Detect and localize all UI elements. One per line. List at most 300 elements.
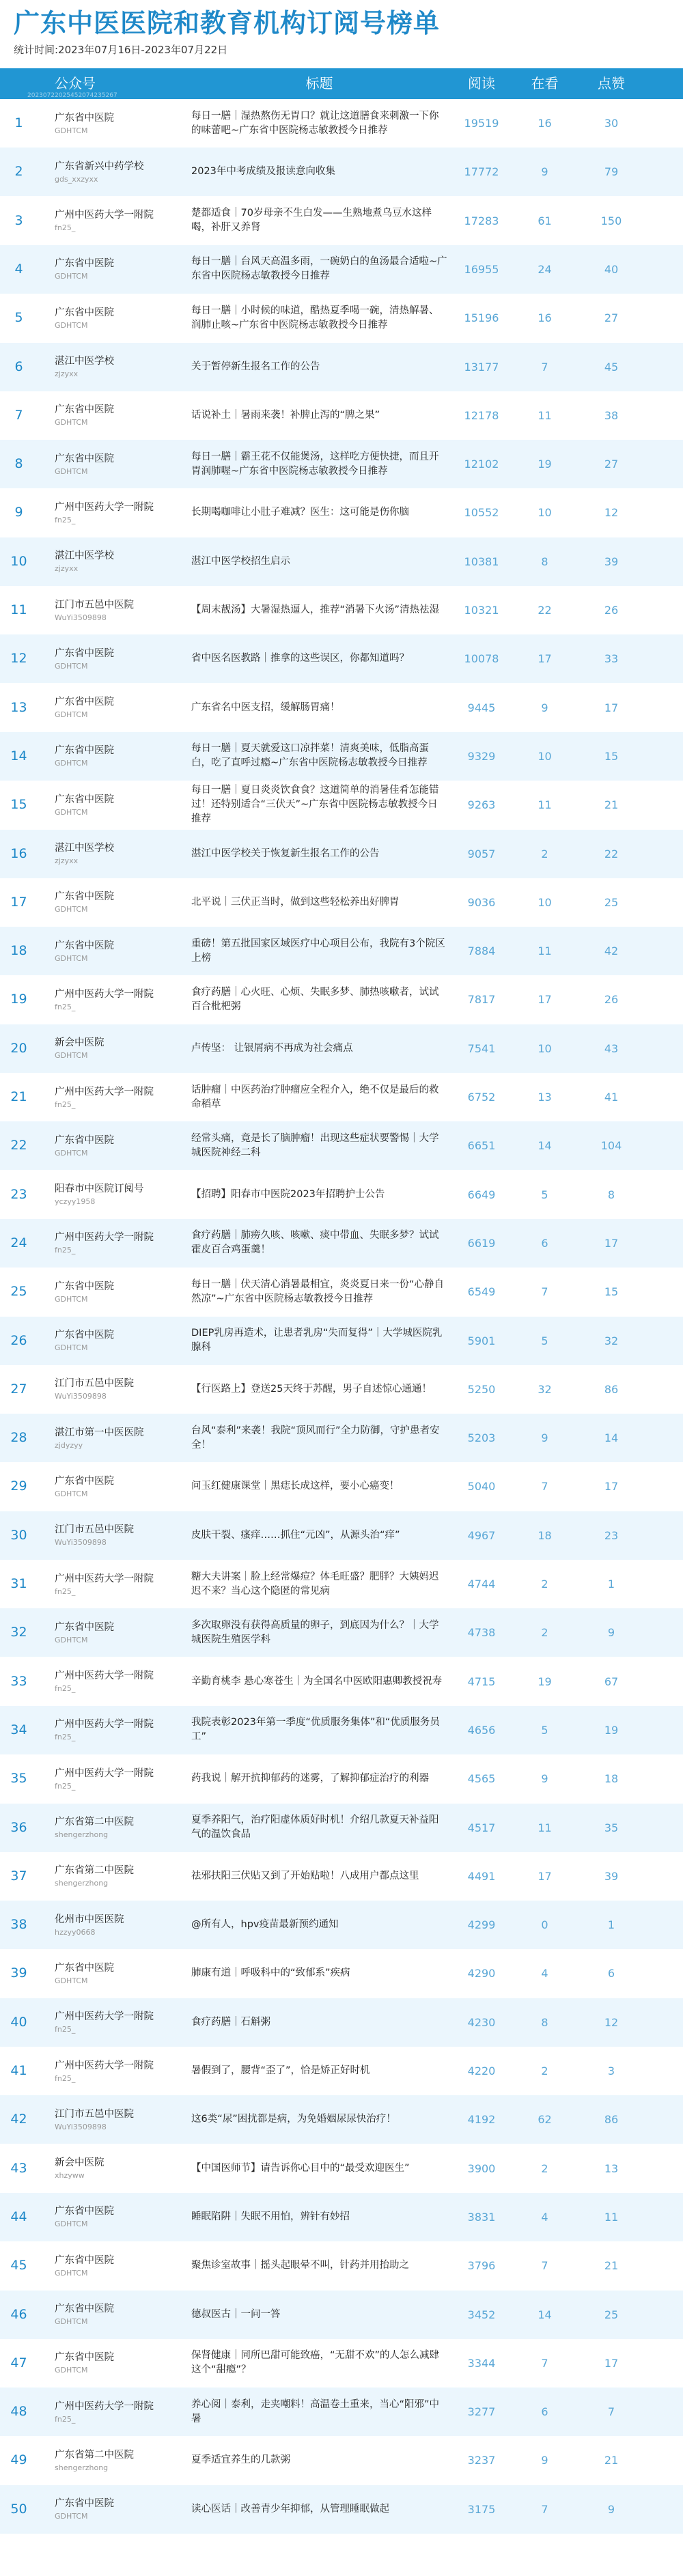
table-row[interactable] [0,1949,683,1998]
article-title-link[interactable]: 楚都适食｜70岁母亲不生白发——生熟地煮乌豆水这样喝，补肝又养肾 [191,208,432,234]
table-row[interactable] [0,1706,683,1754]
article-title-link[interactable]: 保肾健康｜同所巴甜可能致癌，“无甜不欢”的人怎么减肆这个“甜瘾”？ [191,2350,440,2376]
account-name: 广东省中医院 [55,1134,114,1146]
account-name: 江门市五邑中医院 [55,1378,134,1390]
article-title-link[interactable]: 糖大夫讲案｜脸上经常爆痘？体毛旺盛？肥胖？大姨妈迟迟不来？当心这个隐匿的常见病 [191,1571,439,1597]
account-id: fn25_ [55,223,76,233]
article-title-link[interactable]: 肺康有道｜呼吸科中的“致郁系”疾病 [191,1968,350,1979]
reads-value: 17283 [464,214,499,227]
account-name: 广东省中医院 [55,940,114,951]
account-id: GDHTCM [55,1635,88,1644]
article-title-cell[interactable] [191,2485,447,2534]
account-cell[interactable] [55,781,181,829]
article-title-cell[interactable] [191,1121,447,1170]
article-title-link[interactable]: 【周末靓汤】大暑湿热逼人，推荐“消暑下火汤”清热祛湿 [191,604,440,615]
account-id: GDHTCM [55,2268,88,2278]
likes-value: 27 [604,458,619,471]
article-title-link[interactable]: 聚焦诊室故事｜摇头起眼晕不叫，针药并用抬助之 [191,2260,409,2271]
account-cell[interactable] [55,1365,181,1414]
account-name: 广州中医药大学一附院 [55,1670,154,1682]
account-id: zjdyzyy [55,1440,83,1450]
article-title-cell[interactable] [191,2241,447,2290]
article-title-link[interactable]: 每日一膳｜夏日炎炎饮食食？这道简单的消暑佳肴怎能错过！还特别适合“三伏天”~广东省中医院杨志敏教授今日推荐 [191,785,439,825]
reads-value: 13177 [464,360,499,374]
account-name: 新会中医院 [55,1037,104,1049]
account-id: zjzyxx [55,564,79,574]
table-row[interactable] [0,148,683,196]
article-title-link[interactable]: 湛江中医学校关于恢复新生报名工作的公告 [191,848,380,859]
account-cell[interactable] [55,2291,181,2339]
article-title-cell[interactable] [191,1073,447,1121]
article-title-link[interactable]: 每日一膳｜夏天就爱这口凉拌菜！清爽美味，低脂高蛋白，吃了直呼过瘾~广东省中医院杨志敏教授今日推荐 [191,743,429,769]
looking-value: 10 [538,1041,552,1055]
table-row[interactable] [0,1608,683,1657]
article-title-link[interactable]: 【行医路上】登送25天终于苏醒，男子自述惊心通通！ [191,1383,432,1395]
looking-value: 19 [538,1675,552,1688]
article-title-link[interactable]: DIEP乳房再造术，让患者乳房“失而复得”｜大学城医院乳腺科 [191,1328,443,1353]
account-id: GDHTCM [55,2366,88,2375]
account-cell[interactable] [55,99,181,148]
article-title-cell[interactable] [191,1511,447,1560]
looking-value: 4 [541,1967,548,1980]
likes-value: 13 [604,2161,619,2175]
table-row[interactable] [0,2095,683,2144]
reads-value: 5250 [467,1382,496,1396]
account-id: GDHTCM [55,320,88,330]
table-row[interactable] [0,2485,683,2534]
account-name: 广东省中医院 [55,1280,114,1292]
rank-number: 20 [10,1040,27,1056]
account-id: fn25_ [55,1002,76,1011]
article-title-cell[interactable] [191,245,447,294]
account-name: 广州中医药大学一附院 [55,1767,154,1779]
reads-value: 3831 [467,2210,496,2224]
table-row[interactable] [0,1317,683,1365]
article-title-link[interactable]: 暑假到了，腰背“歪了”，恰是矫正好时机 [191,2065,370,2076]
article-title-link[interactable]: 每日一膳｜霸王花不仅能煲汤，这样吃方便快捷，而且开胃润肺喔~广东省中医院杨志敏教授今日推荐 [191,451,439,477]
account-name: 湛江市第一中医医院 [55,1427,144,1438]
article-title-link[interactable]: 台风“泰利”来袭！我院“顶风而行”全力防御，守护患者安全！ [191,1425,440,1451]
looking-value: 11 [538,1821,552,1834]
table-row[interactable] [0,1657,683,1706]
article-title-cell[interactable] [191,1268,447,1316]
account-name: 广东省中医院 [55,697,114,708]
article-title-link[interactable]: 湛江中医学校招生启示 [191,555,290,567]
account-id: GDHTCM [55,953,88,963]
account-cell[interactable] [55,2047,181,2095]
rank-number: 19 [10,992,27,1007]
article-title-link[interactable]: 夏季适宜养生的几款粥 [191,2454,290,2466]
article-title-cell[interactable] [191,830,447,878]
article-title-cell[interactable] [191,1024,447,1073]
table-row[interactable] [0,1998,683,2047]
article-title-cell[interactable] [191,1852,447,1901]
article-title-link[interactable]: 祛邪扶阳三伏贴又到了开始贴啦！八成用户都点这里 [191,1870,419,1881]
account-cell[interactable] [55,1852,181,1901]
table-row[interactable] [0,391,683,440]
account-cell[interactable] [55,586,181,634]
likes-value: 7 [607,2405,615,2419]
reads-value: 7817 [467,993,496,1007]
table-row[interactable] [0,927,683,975]
article-title-link[interactable]: 2023年中考成绩及报读意向收集 [191,166,335,178]
account-cell[interactable] [55,1268,181,1316]
article-title-cell[interactable] [191,1949,447,1998]
article-title-link[interactable]: 每日一膳｜小时候的味道，酷热夏季喝一碗，清热解暑、润肺止咳~广东省中医院杨志敏教授今日推荐 [191,305,439,331]
article-title-cell[interactable] [191,2291,447,2339]
account-id: GDHTCM [55,807,88,817]
reads-value: 3175 [467,2502,496,2516]
account-cell[interactable] [55,197,181,245]
account-cell[interactable] [55,343,181,391]
article-title-link[interactable]: 关于暂停新生报名工作的公告 [191,361,320,372]
account-cell[interactable] [55,537,181,586]
account-id: zjzyxx [55,856,79,865]
rank-number: 34 [10,1722,27,1737]
article-title-cell[interactable] [191,1754,447,1803]
reads-value: 4220 [467,2064,496,2077]
table-row[interactable] [0,1462,683,1511]
article-title-cell[interactable] [191,488,447,537]
account-cell[interactable] [55,1657,181,1706]
reads-value: 9036 [467,895,496,909]
article-title-link[interactable]: 皮肤干裂、瘙痒……抓住“元凶”，从源头治“痒” [191,1529,400,1541]
likes-value: 79 [604,165,619,179]
article-title-cell[interactable] [191,1901,447,1949]
account-cell[interactable] [55,1754,181,1803]
article-title-link[interactable]: 话肿瘤｜中医药治疗肿瘤应全程介入，绝不仅是最后的救命稻草 [191,1084,439,1110]
table-row[interactable] [0,99,683,148]
article-title-cell[interactable] [191,1608,447,1657]
table-row[interactable] [0,975,683,1024]
account-name: 广东省中医院 [55,307,114,318]
account-id: fn25_ [55,1733,76,1742]
account-cell[interactable] [55,1024,181,1073]
table-row[interactable] [0,1219,683,1268]
account-id: GDHTCM [55,1343,88,1352]
table-row[interactable] [0,1171,683,1219]
table-row[interactable] [0,294,683,342]
article-title-cell[interactable] [191,634,447,683]
account-cell[interactable] [55,1511,181,1560]
account-cell[interactable] [55,1414,181,1462]
account-name: 广州中医药大学一附院 [55,210,154,221]
account-cell[interactable] [55,294,181,342]
article-title-link[interactable]: 辛勤育桃李 悬心寒苍生｜为全国名中医欧阳惠卿教授祝寿 [191,1675,443,1687]
article-title-cell[interactable] [191,197,447,245]
rank-number: 24 [10,1235,27,1250]
article-title-link[interactable]: 省中医名医教路｜推拿的这些误区，你都知道吗？ [191,653,409,664]
article-title-cell[interactable] [191,684,447,732]
table-row[interactable] [0,1852,683,1901]
article-title-link[interactable]: 夏季养阳气，治疗阳虚体质好时机！介绍几款夏天补益阳气的温饮食品 [191,1815,439,1840]
header-account: 公众号 [55,75,96,92]
account-cell[interactable] [55,1171,181,1219]
account-id: GDHTCM [55,272,88,281]
article-title-link[interactable]: 长期喝咖啡让小肚子难减？医生：这可能是伤你脑 [191,507,409,518]
account-name: 广东省新兴中药学校 [55,160,144,172]
table-row[interactable] [0,343,683,391]
account-cell[interactable] [55,391,181,440]
article-title-cell[interactable] [191,99,447,148]
article-title-link[interactable]: 我院表彰2023年第一季度“优质服务集体”和“优质服务员工” [191,1717,440,1743]
article-title-cell[interactable] [191,1317,447,1365]
article-title-cell[interactable] [191,1657,447,1706]
looking-value: 6 [541,2405,548,2419]
reads-value: 4299 [467,1918,496,1932]
account-cell[interactable] [55,2388,181,2436]
likes-value: 39 [604,1869,619,1883]
article-title-cell[interactable] [191,781,447,829]
table-row[interactable] [0,197,683,245]
table-row[interactable] [0,2241,683,2290]
table-row[interactable] [0,440,683,488]
table-row[interactable] [0,2388,683,2436]
looking-value: 19 [538,458,552,471]
article-title-cell[interactable] [191,2047,447,2095]
article-title-link[interactable]: 食疗药膳｜肺痨久咳、咳嗽、痰中带血、失眠多梦？试试霍皮百合鸡蛋羹！ [191,1230,439,1256]
looking-value: 9 [541,701,548,714]
account-cell[interactable] [55,2485,181,2534]
page-header [0,0,683,58]
article-title-cell[interactable] [191,1219,447,1268]
account-name: 广东省中医院 [55,1475,114,1487]
account-name: 广州中医药大学一附院 [55,2011,154,2023]
table-row[interactable] [0,2047,683,2095]
table-row[interactable] [0,830,683,878]
looking-value: 4 [541,2210,548,2224]
looking-value: 17 [538,993,552,1007]
account-cell[interactable] [55,148,181,196]
reads-value: 3344 [467,2356,496,2370]
account-cell[interactable] [55,2144,181,2193]
account-cell[interactable] [55,975,181,1024]
article-title-link[interactable]: 食疗药膳｜心火旺、心烦、失眠多梦、肺热咳嗽者，试试百合枇杷粥 [191,986,439,1012]
account-id: shengerzhong [55,1830,109,1839]
account-cell[interactable] [55,634,181,683]
article-title-cell[interactable] [191,732,447,781]
article-title-cell[interactable] [191,975,447,1024]
article-title-link[interactable]: 每日一膳｜伏天清心消暑最相宜，炎炎夏日来一份“心静自然凉”~广东省中医院杨志敏教授今日推荐 [191,1278,445,1304]
article-title-cell[interactable] [191,878,447,927]
reads-value: 17772 [464,165,499,179]
article-title-link[interactable]: 重磅！第五批国家区域医疗中心项目公布，我院有3个院区上榜 [191,938,445,964]
article-title-cell[interactable] [191,1365,447,1414]
rank-number: 28 [10,1430,27,1446]
looking-value: 16 [538,311,552,325]
table-row[interactable] [0,1268,683,1316]
account-cell[interactable] [55,1121,181,1170]
reads-value: 4738 [467,1626,496,1640]
table-row[interactable] [0,878,683,927]
table-row[interactable] [0,1560,683,1608]
table-row[interactable] [0,2193,683,2241]
article-title-link[interactable]: 多次取卵没有获得高质量的卵子，到底因为什么？｜大学城医院生殖医学科 [191,1619,439,1645]
reads-value: 3900 [467,2161,496,2175]
looking-value: 9 [541,165,548,179]
article-title-cell[interactable] [191,1804,447,1852]
rank-number: 37 [10,1868,27,1884]
article-title-link[interactable]: 读心医话｜改善青少年抑郁，从管理睡眠做起 [191,2503,389,2515]
looking-value: 5 [541,1723,548,1737]
table-row[interactable] [0,537,683,586]
likes-value: 6 [607,1967,615,1980]
account-cell[interactable] [55,245,181,294]
article-title-link[interactable]: 这6类“尿”困扰都是病，为免婚姻尿尿快治疗！ [191,2114,396,2125]
looking-value: 7 [541,1285,548,1299]
rank-number: 33 [10,1673,27,1689]
article-title-link[interactable]: 食疗药膳｜石斛粥 [191,2016,270,2028]
table-row[interactable] [0,1511,683,1560]
rank-number: 36 [10,1819,27,1835]
account-name: 广州中医药大学一附院 [55,2400,154,2412]
article-title-cell[interactable] [191,1171,447,1219]
article-title-cell[interactable] [191,343,447,391]
account-id: GDHTCM [55,1051,88,1061]
account-cell[interactable] [55,732,181,781]
article-title-cell[interactable] [191,1462,447,1511]
rank-number: 23 [10,1186,27,1202]
rank-number: 8 [14,456,23,472]
reads-value: 4967 [467,1528,496,1542]
table-row[interactable] [0,1365,683,1414]
table-row[interactable] [0,488,683,537]
article-title-link[interactable]: 睡眠陷阱｜失眠不用怕，辨针有妙招 [191,2211,350,2222]
table-row[interactable] [0,1073,683,1121]
article-title-link[interactable]: @所有人，hpv疫苗最新预约通知 [191,1919,339,1931]
account-id: shengerzhong [55,1879,109,1888]
article-title-link[interactable]: 话说补土｜暑雨来袭！补脾止泻的“脾之果” [191,409,380,421]
account-cell[interactable] [55,830,181,878]
article-title-cell[interactable] [191,537,447,586]
account-cell[interactable] [55,440,181,488]
article-title-link[interactable]: 广东省名中医支招，缓解肠胃痛！ [191,701,340,713]
account-cell[interactable] [55,1219,181,1268]
account-id: GDHTCM [55,2317,88,2326]
account-cell[interactable] [55,1949,181,1998]
account-name: 湛江中医学校 [55,356,114,367]
account-name: 广东省中医院 [55,2254,114,2266]
article-title-link[interactable]: 药我说｜解开抗抑郁药的迷雾，了解抑郁症治疗的利器 [191,1773,429,1784]
account-cell[interactable] [55,1608,181,1657]
article-title-cell[interactable] [191,2388,447,2436]
reads-value: 10321 [464,604,499,617]
likes-value: 33 [604,652,619,666]
article-title-cell[interactable] [191,294,447,342]
table-row[interactable] [0,2436,683,2484]
article-title-cell[interactable] [191,586,447,634]
article-title-link[interactable]: 经常头痛，竟是长了脑肿瘤！出现这些症状要警惕｜大学城医院神经二科 [191,1132,439,1158]
account-cell[interactable] [55,1706,181,1754]
rank-number: 40 [10,2014,27,2030]
account-cell[interactable] [55,2436,181,2484]
account-cell[interactable] [55,684,181,732]
table-row[interactable] [0,1024,683,1073]
account-cell[interactable] [55,1901,181,1949]
article-title-cell[interactable] [191,148,447,196]
account-cell[interactable] [55,2241,181,2290]
article-title-cell[interactable] [191,2436,447,2484]
likes-value: 42 [604,944,619,958]
article-title-link[interactable]: 北平说｜三伏正当时，做到这些轻松养出好脾胃 [191,896,400,908]
looking-value: 11 [538,944,552,958]
article-title-cell[interactable] [191,1414,447,1462]
table-row[interactable] [0,732,683,781]
rank-number: 12 [10,651,27,667]
account-cell[interactable] [55,878,181,927]
account-cell[interactable] [55,1462,181,1511]
table-row[interactable] [0,245,683,294]
account-cell[interactable] [55,1073,181,1121]
table-row[interactable] [0,684,683,732]
likes-value: 25 [604,2308,619,2321]
account-cell[interactable] [55,1804,181,1852]
article-title-cell[interactable] [191,2095,447,2144]
account-cell[interactable] [55,2193,181,2241]
account-cell[interactable] [55,1560,181,1608]
likes-value: 17 [604,1480,619,1494]
article-title-link[interactable]: 【招聘】阳春市中医院2023年招聘护士公告 [191,1188,385,1200]
article-title-cell[interactable] [191,440,447,488]
article-title-cell[interactable] [191,1998,447,2047]
article-title-link[interactable]: 【中国医师节】请告诉你心目中的“最受欢迎医生” [191,2162,410,2174]
article-title-cell[interactable] [191,2144,447,2193]
article-title-cell[interactable] [191,2339,447,2388]
article-title-cell[interactable] [191,927,447,975]
table-row[interactable] [0,2291,683,2339]
account-cell[interactable] [55,2095,181,2144]
account-cell[interactable] [55,488,181,537]
account-id: gds_xxzyxx [55,174,98,184]
article-title-cell[interactable] [191,391,447,440]
table-header [0,68,683,99]
likes-value: 1 [607,1918,615,1932]
rank-number: 35 [10,1771,27,1787]
table-row[interactable] [0,1901,683,1949]
table-row[interactable] [0,634,683,683]
account-cell[interactable] [55,927,181,975]
article-title-cell[interactable] [191,2193,447,2241]
article-title-link[interactable]: 德叔医古｜一问一答 [191,2308,281,2320]
reads-value: 12178 [464,408,499,422]
table-row[interactable] [0,586,683,634]
article-title-link[interactable]: 每日一膳｜台风天高温多雨，一碗奶白的鱼汤最合适啦~广东省中医院杨志敏教授今日推荐 [191,256,447,282]
table-row[interactable] [0,2144,683,2193]
account-cell[interactable] [55,2339,181,2388]
looking-value: 9 [541,2454,548,2467]
account-id: fn25_ [55,1246,76,1255]
article-title-link[interactable]: 每日一膳｜湿热熬伤无胃口？就让这道膳食来刺激一下你的味蕾吧~广东省中医院杨志敏教授今日推荐 [191,110,439,136]
table-row[interactable] [0,781,683,829]
table-row[interactable] [0,2339,683,2388]
table-row[interactable] [0,1414,683,1462]
table-row[interactable] [0,1754,683,1803]
likes-value: 45 [604,360,619,374]
likes-value: 21 [604,798,619,812]
looking-value: 8 [541,2015,548,2029]
account-cell[interactable] [55,1998,181,2047]
rank-number: 32 [10,1625,27,1640]
article-title-link[interactable]: 养心阅｜泰利，走夹嘲料！高温卷土重来，当心“阳邪”中暑 [191,2398,440,2424]
article-title-cell[interactable] [191,1706,447,1754]
account-cell[interactable] [55,1317,181,1365]
article-title-cell[interactable] [191,1560,447,1608]
table-row[interactable] [0,1804,683,1852]
article-title-link[interactable]: 问玉红健康课堂｜黑痣长成这样，要小心癌变！ [191,1481,400,1492]
table-row[interactable] [0,1121,683,1170]
account-name: 广东省中医院 [55,2206,114,2217]
article-title-link[interactable]: 卢传坚： 让银屑病不再成为社会痛点 [191,1042,353,1054]
